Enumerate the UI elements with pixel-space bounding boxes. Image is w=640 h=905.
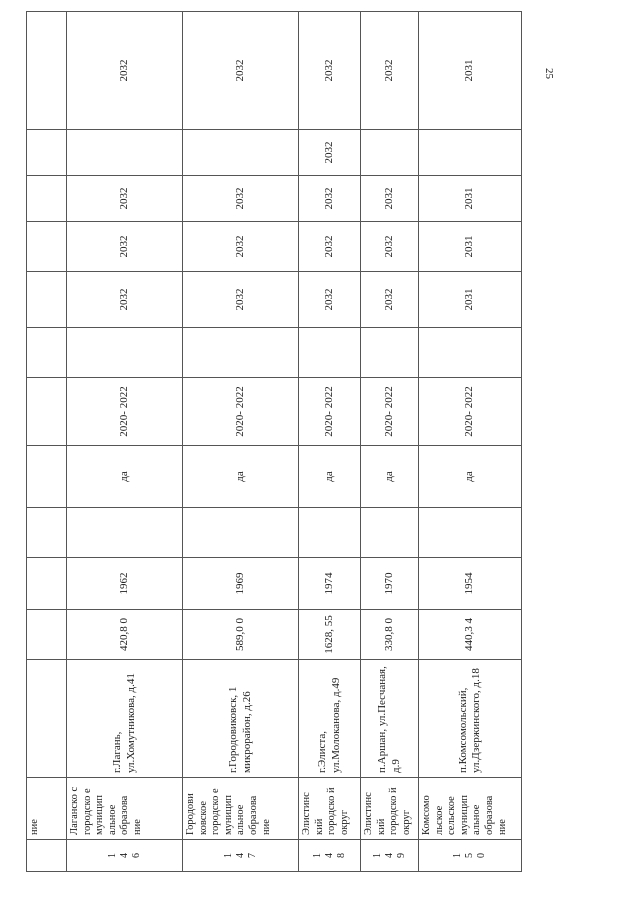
row-number: 1 4 7 [183, 840, 299, 872]
area: 1628, 55 [299, 610, 361, 660]
row-number: 1 5 0 [419, 840, 522, 872]
col-d [361, 508, 419, 558]
build-year: 1954 [419, 558, 522, 610]
year-2: 2032 [299, 222, 361, 272]
cell-year [27, 558, 67, 610]
col-g [183, 328, 299, 378]
cell-municipality: ние [27, 778, 67, 840]
cell-period [27, 378, 67, 446]
cell-flag [27, 446, 67, 508]
build-year: 1969 [183, 558, 299, 610]
build-year: 1974 [299, 558, 361, 610]
table-row [299, 12, 361, 872]
period: 2020- 2022 [419, 378, 522, 446]
year-2: 2032 [361, 222, 419, 272]
municipality-name: Элистинс кий городско й округ [299, 778, 361, 840]
col-d [299, 508, 361, 558]
cell-col-d [27, 508, 67, 558]
year-5: 2032 [67, 12, 183, 130]
year-1: 2032 [183, 272, 299, 328]
year-1: 2032 [361, 272, 419, 328]
address: г.Городовиковск, 1 микрорайон, д.26 [183, 660, 299, 778]
year-4 [67, 130, 183, 176]
area: 440,3 4 [419, 610, 522, 660]
cell-year5 [27, 12, 67, 130]
cell-year4 [27, 130, 67, 176]
flag: да [361, 446, 419, 508]
table-landscape-frame [26, 59, 521, 872]
municipality-name: Элистинс кий городско й округ [361, 778, 419, 840]
col-g [361, 328, 419, 378]
period: 2020- 2022 [183, 378, 299, 446]
municipality-name: Комсомо льское сельское муницип альное образова ние [419, 778, 522, 840]
area: 330,8 0 [361, 610, 419, 660]
year-4 [419, 130, 522, 176]
cell-year2 [27, 222, 67, 272]
year-5: 2031 [419, 12, 522, 130]
table-row [361, 12, 419, 872]
page-number: 25 [543, 68, 555, 79]
year-2: 2032 [67, 222, 183, 272]
table-row [419, 12, 522, 872]
year-2: 2031 [419, 222, 522, 272]
table-row [67, 12, 183, 872]
row-number: 1 4 8 [299, 840, 361, 872]
period: 2020- 2022 [67, 378, 183, 446]
year-4: 2032 [299, 130, 361, 176]
year-2: 2032 [183, 222, 299, 272]
col-d [419, 508, 522, 558]
row-number: 1 4 9 [361, 840, 419, 872]
flag: да [67, 446, 183, 508]
period: 2020- 2022 [299, 378, 361, 446]
year-3: 2032 [361, 176, 419, 222]
year-1: 2032 [299, 272, 361, 328]
year-4 [361, 130, 419, 176]
col-g [67, 328, 183, 378]
address: п.Комсомольский, ул.Дзержинского, д.18 [419, 660, 522, 778]
period: 2020- 2022 [361, 378, 419, 446]
col-d [67, 508, 183, 558]
municipality-name: Лаганско с городско е муницип альное образова ние [67, 778, 183, 840]
flag: да [299, 446, 361, 508]
year-4 [183, 130, 299, 176]
year-3: 2031 [419, 176, 522, 222]
year-3: 2032 [183, 176, 299, 222]
build-year: 1970 [361, 558, 419, 610]
area: 589,0 0 [183, 610, 299, 660]
row-number: 1 4 6 [67, 840, 183, 872]
year-1: 2032 [67, 272, 183, 328]
cell-area [27, 610, 67, 660]
housing-table [26, 11, 522, 872]
cell-address [27, 660, 67, 778]
flag: да [183, 446, 299, 508]
address: г.Элиста, ул.Молоканова, д.49 [299, 660, 361, 778]
table-row-continuation [27, 12, 67, 872]
municipality-name: Городови ковское городско е муницип альное образова ние [183, 778, 299, 840]
year-3: 2032 [299, 176, 361, 222]
year-1: 2031 [419, 272, 522, 328]
year-5: 2032 [361, 12, 419, 130]
flag: да [419, 446, 522, 508]
year-3: 2032 [67, 176, 183, 222]
year-5: 2032 [299, 12, 361, 130]
address: г.Лагань, ул.Хомутникова, д.41 [67, 660, 183, 778]
year-5: 2032 [183, 12, 299, 130]
col-g [419, 328, 522, 378]
cell-year1 [27, 272, 67, 328]
cell-col-g [27, 328, 67, 378]
table-row [183, 12, 299, 872]
col-g [299, 328, 361, 378]
cell-num [27, 840, 67, 872]
cell-year3 [27, 176, 67, 222]
build-year: 1962 [67, 558, 183, 610]
col-d [183, 508, 299, 558]
address: п.Аршан, ул.Песчаная, д.9 [361, 660, 419, 778]
area: 420,8 0 [67, 610, 183, 660]
